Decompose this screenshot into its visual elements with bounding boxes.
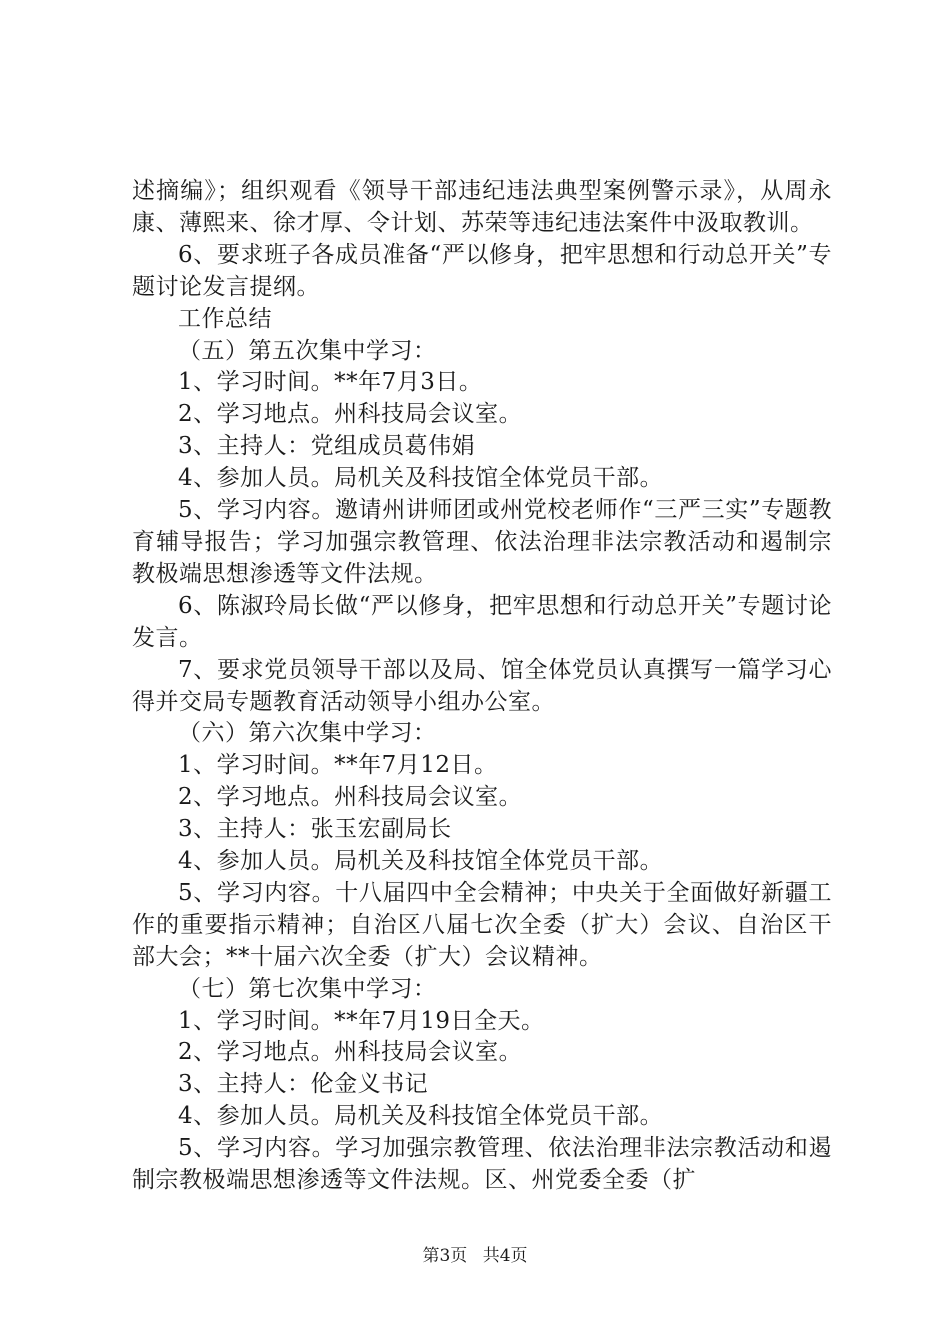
body-paragraph: 1、学习时间。**年7月19日全天。 xyxy=(178,1007,545,1034)
body-paragraph: 5、学习内容。十八届四中全会精神；中央关于全面做好新疆工作的重要指示精神；自治区八届七次全委（扩大）会议、自治区干部大会；**十届六次全委（扩大）会议精神。 xyxy=(132,879,832,970)
document-body xyxy=(132,176,832,1197)
body-paragraph: 1、学习时间。**年7月12日。 xyxy=(178,752,498,779)
body-paragraph: 工作总结 xyxy=(178,305,272,332)
body-paragraph: 7、要求党员领导干部以及局、馆全体党员认真撰写一篇学习心得并交局专题教育活动领导小组办公室。 xyxy=(132,656,832,715)
body-paragraph: 6、陈淑玲局长做“严以修身，把牢思想和行动总开关”专题讨论发言。 xyxy=(132,592,832,651)
page-footer xyxy=(0,1245,950,1267)
body-paragraph: 4、参加人员。局机关及科技馆全体党员干部。 xyxy=(178,848,664,875)
body-paragraph: 2、学习地点。州科技局会议室。 xyxy=(178,1039,523,1066)
body-paragraph: （五）第五次集中学习： xyxy=(178,337,437,364)
body-paragraph: （七）第七次集中学习： xyxy=(178,975,437,1002)
body-paragraph: 5、学习内容。学习加强宗教管理、依法治理非法宗教活动和遏制宗教极端思想渗透等文件法规。区、州党委全委（扩 xyxy=(132,1135,832,1194)
body-paragraph: 5、学习内容。邀请州讲师团或州党校老师作“三严三实”专题教育辅导报告；学习加强宗教管理、依法治理非法宗教活动和遏制宗教极端思想渗透等文件法规。 xyxy=(132,497,832,587)
body-paragraph: （六）第六次集中学习： xyxy=(178,720,437,747)
body-paragraph: 2、学习地点。州科技局会议室。 xyxy=(178,401,523,428)
page-number: 第3页 xyxy=(422,1246,468,1266)
body-paragraph: 述摘编》；组织观看《领导干部违纪违法典型案例警示录》，从周永康、薄熙来、徐才厚、令计划、苏荣等违纪违法案件中汲取教训。 xyxy=(132,178,832,236)
page-total: 共4页 xyxy=(482,1246,528,1266)
body-paragraph: 4、参加人员。局机关及科技馆全体党员干部。 xyxy=(178,1103,664,1130)
body-paragraph: 3、主持人：张玉宏副局长 xyxy=(178,816,452,843)
body-paragraph: 3、主持人：伦金义书记 xyxy=(178,1071,429,1098)
body-paragraph: 3、主持人：党组成员葛伟娟 xyxy=(178,433,476,460)
body-paragraph: 6、要求班子各成员准备“严以修身，把牢思想和行动总开关”专题讨论发言提纲。 xyxy=(132,241,832,300)
body-paragraph: 4、参加人员。局机关及科技馆全体党员干部。 xyxy=(178,465,664,492)
body-paragraph: 1、学习时间。**年7月3日。 xyxy=(178,369,483,396)
body-paragraph: 2、学习地点。州科技局会议室。 xyxy=(178,784,523,811)
